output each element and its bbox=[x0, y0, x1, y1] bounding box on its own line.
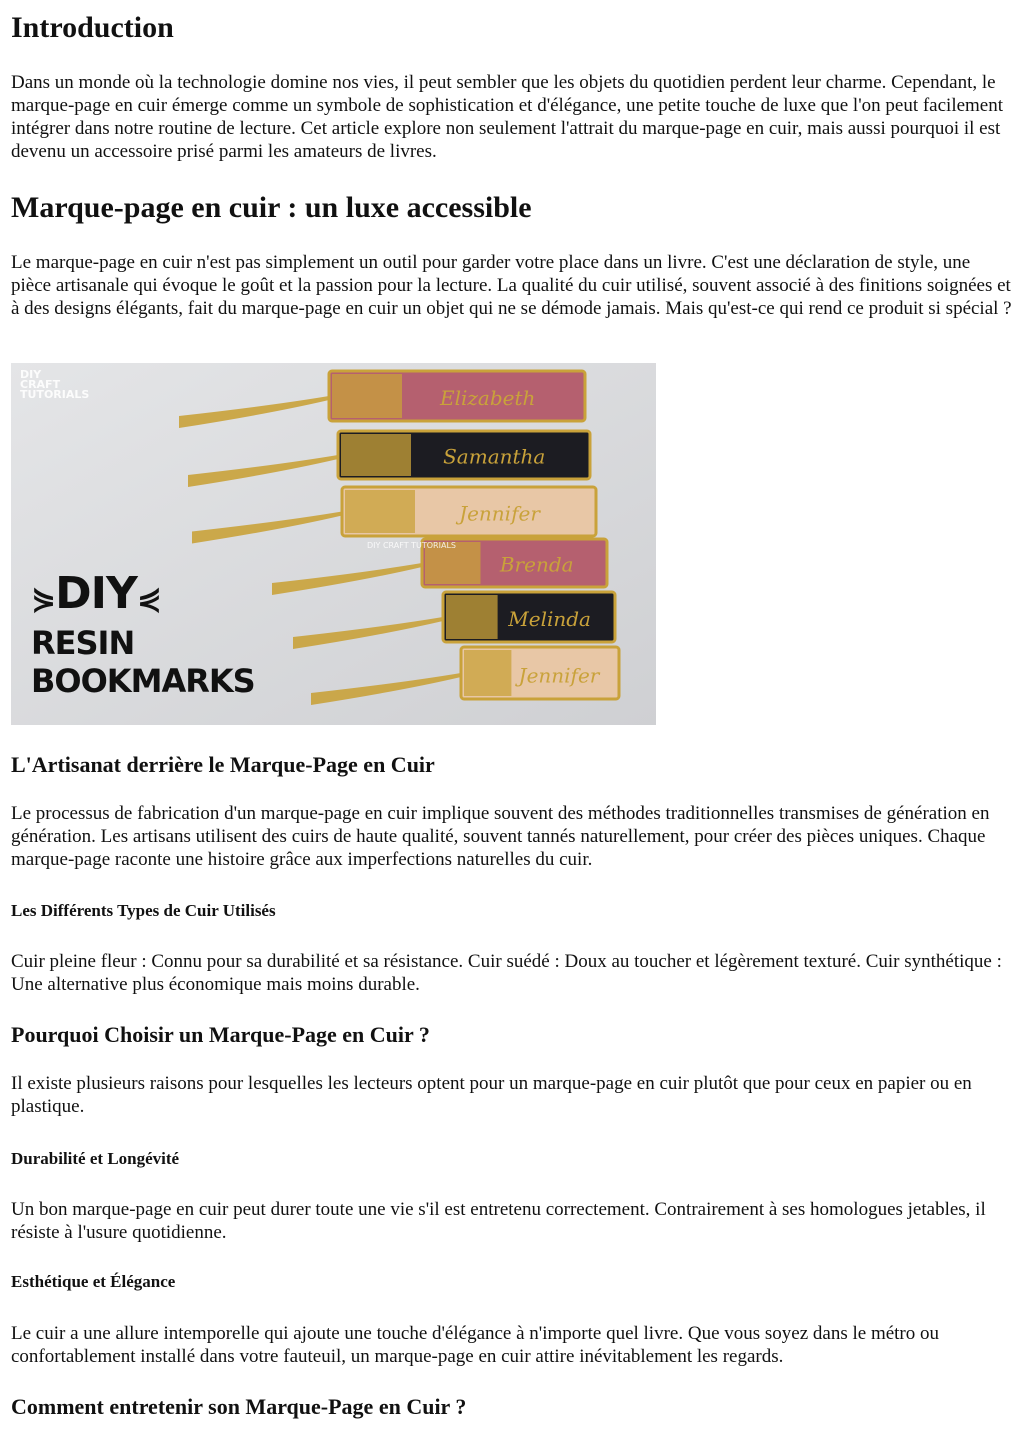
gold-flakes bbox=[332, 374, 402, 418]
bookmark-name: Jennifer bbox=[518, 663, 600, 688]
heading-pourquoi: Pourquoi Choisir un Marque-Page en Cuir ? bbox=[11, 1022, 430, 1047]
gold-flakes bbox=[341, 434, 411, 476]
overlay-bookmarks: BOOKMARKS bbox=[31, 662, 255, 700]
overlay-diy bbox=[31, 570, 161, 623]
paragraph-esthetique: Le cuir a une allure intemporelle qui ajoute une touche d'élégance à n'importe quel livre. Que vous soyez dans le métro ou confortablement installé dans votre fauteuil, un marque-page en cuir attire inévitablement les regards. bbox=[11, 1323, 940, 1367]
heading-types-cuir: Les Différents Types de Cuir Utilisés bbox=[11, 901, 276, 920]
brand-line-3: TUTORIALS bbox=[20, 388, 90, 401]
heading-entretien: Comment entretenir son Marque-Page en Cuir ? bbox=[11, 1394, 467, 1419]
heading-esthetique: Esthétique et Élégance bbox=[11, 1272, 176, 1291]
paragraph-luxe-accessible: Le marque-page en cuir n'est pas simplement un outil pour garder votre place dans un livre. C'est une déclaration de style, une pièce artisanale qui évoque le goût et la passion pour la lecture. La qualité du cuir utilisé, souvent associé à des finitions soignées et à des designs élégants, fait du marque-page en cuir un objet qui ne se démode jamais. Mais qu'est-ce qui rend ce produit si spécial ? bbox=[11, 252, 1012, 319]
gold-flakes bbox=[464, 650, 511, 696]
bookmark-name: Jennifer bbox=[459, 501, 540, 526]
heading-artisanat: L'Artisanat derrière le Marque-Page en Cuir bbox=[11, 752, 435, 777]
paragraph-artisanat: Le processus de fabrication d'un marque-page en cuir implique souvent des méthodes traditionnelles transmises de génération en génération. Les artisans utilisent des cuirs de haute qualité, souvent tannés naturellement, pour créer des pièces uniques. Chaque marque-page raconte une histoire grâce aux imperfections naturelles du cuir. bbox=[11, 803, 990, 870]
bookmark-name: Melinda bbox=[508, 607, 591, 631]
sparkle-left-icon: ⋟ bbox=[31, 581, 56, 616]
gold-flakes bbox=[345, 490, 415, 533]
overlay-resin: RESIN bbox=[31, 624, 135, 662]
heading-luxe-accessible: Marque-page en cuir : un luxe accessible bbox=[11, 191, 532, 224]
image-watermark: DIY CRAFT TUTORIALS bbox=[367, 541, 456, 550]
paragraph-durabilite: Un bon marque-page en cuir peut durer toute une vie s'il est entretenu correctement. Contrairement à ses homologues jetables, il résiste à l'usure quotidienne. bbox=[11, 1199, 986, 1243]
paragraph-introduction: Dans un monde où la technologie domine nos vies, il peut sembler que les objets du quotidien perdent leur charme. Cependant, le marque-page en cuir émerge comme un symbole de sophistication et d'élégance, une petite touche de luxe que l'on peut facilement intégrer dans notre routine de lecture. Cet article explore non seulement l'attrait du marque-page en cuir, mais aussi pourquoi il est devenu un accessoire prisé parmi les amateurs de livres. bbox=[11, 72, 1004, 162]
paragraph-pourquoi: Il existe plusieurs raisons pour lesquelles les lecteurs optent pour un marque-page en cuir plutôt que pour ceux en papier ou en plastique. bbox=[11, 1073, 972, 1117]
bookmark-name: Elizabeth bbox=[440, 386, 536, 410]
heading-durabilite: Durabilité et Longévité bbox=[11, 1149, 180, 1168]
sparkle-right-icon: ⋞ bbox=[136, 581, 162, 616]
gold-flakes bbox=[446, 595, 498, 639]
overlay-diy-text: DIY bbox=[55, 568, 137, 619]
bookmark-name: Samantha bbox=[443, 444, 546, 469]
brand-line-1: DIY bbox=[20, 368, 42, 381]
resin-bookmarks-image bbox=[11, 363, 656, 725]
heading-introduction: Introduction bbox=[11, 11, 174, 44]
brand-line-2: CRAFT bbox=[20, 378, 61, 391]
bookmark-name: Brenda bbox=[499, 552, 574, 577]
paragraph-types-cuir: Cuir pleine fleur : Connu pour sa durabilité et sa résistance. Cuir suédé : Doux au toucher et légèrement texturé. Cuir synthétique : Une alternative plus économique mais moins durable. bbox=[11, 951, 1002, 995]
brand-logo bbox=[20, 370, 89, 400]
